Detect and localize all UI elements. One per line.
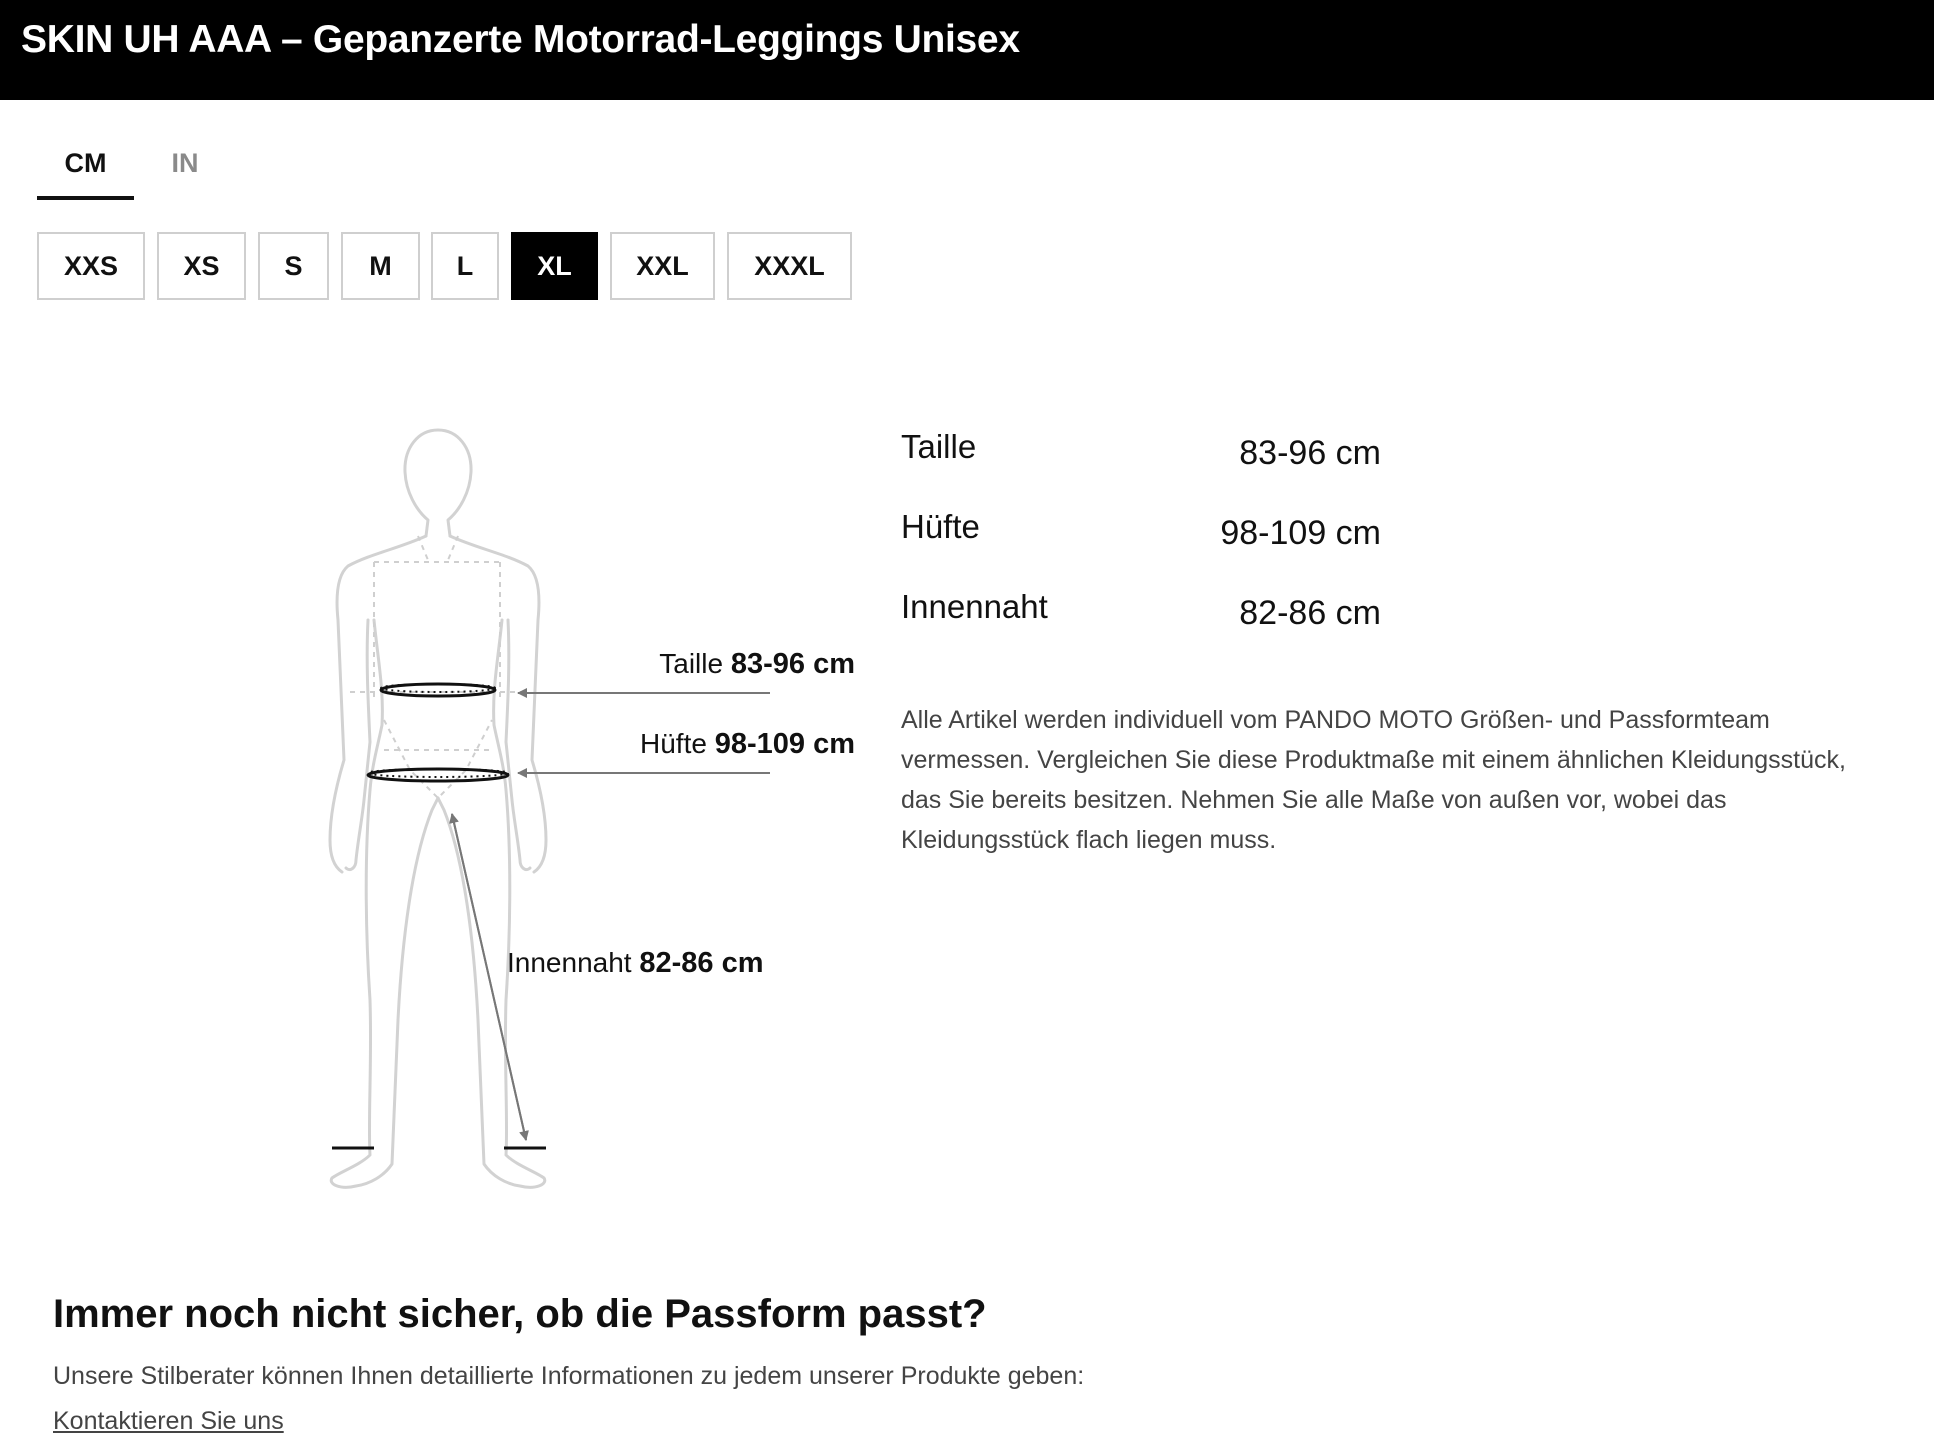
size-button-m[interactable]: M — [341, 232, 420, 300]
measurement-note: Alle Artikel werden individuell vom PANDO MOTO Größen- und Passformteam vermessen. Vergleichen Sie diese Produktmaße mit einem ähnlichen Kleidungsstück, das Sie bereits besitzen. Nehmen Sie alle Maße von außen vor, wobei das Kleidungsstück flach liegen muss. — [901, 706, 1846, 854]
body-outline-illustration — [300, 420, 900, 1200]
measurement-label-hip: Hüfte — [901, 508, 980, 545]
size-button-xxs[interactable]: XXS — [37, 232, 145, 300]
inseam-callout-label: Innennaht — [507, 947, 632, 978]
tab-in[interactable]: IN — [171, 148, 199, 178]
size-button-xl[interactable]: XL — [511, 232, 598, 300]
size-button-xxl[interactable]: XXL — [610, 232, 715, 300]
size-button-xs[interactable]: XS — [157, 232, 246, 300]
measurement-value-waist: 83-96 cm — [1239, 434, 1381, 472]
help-heading: Immer noch nicht sicher, ob die Passform passt? — [53, 1292, 987, 1336]
header-bar — [0, 0, 1934, 100]
measurement-value-hip: 98-109 cm — [1220, 514, 1381, 552]
measurement-label-waist: Taille — [901, 428, 977, 465]
tab-cm[interactable]: CM — [37, 138, 134, 200]
size-button-xxxl[interactable]: XXXL — [727, 232, 852, 300]
inseam-callout-value: 82-86 cm — [639, 947, 764, 979]
waist-callout-label: Taille — [659, 648, 724, 679]
measurement-value-inseam: 82-86 cm — [1239, 594, 1381, 632]
inseam-callout — [507, 947, 764, 980]
hip-callout-value: 98-109 cm — [714, 728, 855, 760]
size-button-s[interactable]: S — [258, 232, 329, 300]
waist-callout — [659, 648, 855, 681]
size-button-l[interactable]: L — [431, 232, 499, 300]
contact-us-link[interactable]: Kontaktieren Sie uns — [53, 1407, 284, 1435]
body-measurement-figure — [300, 420, 900, 1200]
waist-callout-value: 83-96 cm — [730, 648, 855, 680]
help-text: Unsere Stilberater können Ihnen detaillierte Informationen zu jedem unserer Produkte geben: — [53, 1362, 1085, 1390]
hip-callout-label: Hüfte — [640, 728, 707, 759]
hip-callout — [640, 728, 855, 761]
product-title: SKIN UH AAA – Gepanzerte Motorrad-Leggings Unisex — [21, 18, 1020, 61]
measurement-label-inseam: Innennaht — [901, 588, 1048, 625]
